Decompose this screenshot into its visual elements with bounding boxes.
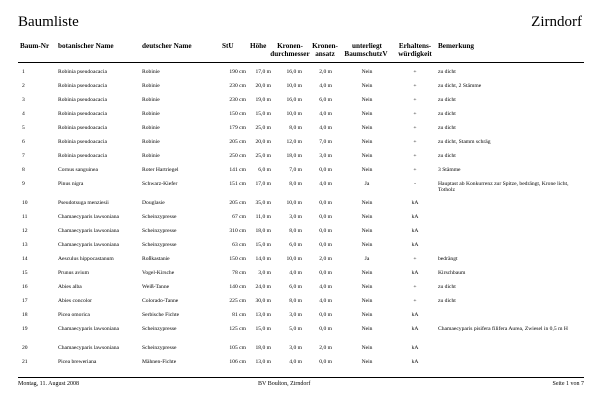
cell-worthiness: kA [411,242,419,248]
cell-nr: 16 [22,284,28,290]
cell-crown-diameter: 16,0 m [286,69,302,75]
cell-nr: 15 [22,270,28,276]
cell-protected: Nein [361,345,373,351]
cell-nr: 10 [22,200,28,206]
table-row [0,66,600,80]
cell-crown-diameter: 18,0 m [286,153,302,159]
cell-stu: 125 cm [229,326,246,332]
table-row [0,80,600,94]
col-header-crown-diameter-1: Kronen- [277,42,303,50]
cell-stu: 225 cm [229,298,246,304]
col-header-nr: Baum-Nr [20,42,50,50]
cell-remark: zu dicht [438,298,456,304]
cell-botanical-name: Pseudotsuga menziesii [58,200,109,206]
cell-worthiness: kA [411,270,419,276]
cell-german-name: Robinie [142,153,160,159]
cell-crown-diameter: 10,0 m [286,200,302,206]
cell-remark: bedrängt [438,256,458,262]
col-header-worth-1: Erhaltens- [398,42,432,50]
cell-worthiness: kA [411,359,419,365]
cell-stu: 63 cm [232,242,246,248]
cell-worthiness: + [413,167,417,173]
cell-botanical-name: Robinia pseudoacacia [58,139,107,145]
cell-remark: Kirschbaum [438,270,466,276]
col-header-crown-base-1: Kronen- [312,42,338,50]
cell-remark: Chamaecyparis pisifera filifera Aurea, Zwiesel in 0,5 m H [438,326,568,332]
cell-botanical-name: Aesculus hippocastanum [58,256,114,262]
cell-crown-diameter: 5,0 m [289,326,302,332]
cell-remark: 3 Stämme [438,167,461,173]
cell-crown-diameter: 8,0 m [289,125,302,131]
cell-worthiness: - [414,181,416,187]
cell-worthiness: kA [411,312,419,318]
cell-crown-diameter: 4,0 m [289,270,302,276]
cell-german-name: Vogel-Kirsche [142,270,175,276]
cell-botanical-name: Abies concolor [58,298,93,304]
cell-german-name: Scheinzypresse [142,326,177,332]
table-row [0,164,600,178]
cell-height: 14,0 m [255,256,271,262]
cell-botanical-name: Chamaecyparis lawsoniana [58,214,120,220]
cell-crown-diameter: 10,0 m [286,256,302,262]
cell-worthiness: + [413,284,417,290]
cell-height: 11,0 m [255,214,271,220]
footer-page: Seite 1 von 7 [552,381,584,387]
cell-nr: 18 [22,312,28,318]
table-row [0,267,600,281]
cell-remark: zu dicht, Stamm schräg [438,139,491,145]
cell-protected: Nein [361,167,373,173]
cell-worthiness: + [413,69,417,75]
table-row [0,178,600,192]
cell-remark: zu dicht [438,125,456,131]
table-row [0,356,600,370]
cell-protected: Nein [361,242,373,248]
cell-crown-base: 7,0 m [319,139,332,145]
cell-german-name: Weiß-Tanne [142,284,170,290]
document-title: Baumliste [18,14,79,30]
cell-nr: 19 [22,326,28,332]
cell-nr: 17 [22,298,28,304]
cell-crown-diameter: 10,0 m [286,111,302,117]
cell-botanical-name: Robinia pseudoacacia [58,97,107,103]
cell-height: 15,0 m [255,242,271,248]
table-row [0,225,600,239]
cell-german-name: Scheinzypresse [142,228,177,234]
cell-worthiness: + [413,139,417,145]
cell-botanical-name: Chamaecyparis lawsoniana [58,345,120,351]
cell-crown-base: 3,0 m [319,153,332,159]
cell-nr: 7 [22,153,25,159]
cell-protected: Nein [361,139,373,145]
cell-crown-diameter: 10,0 m [286,83,302,89]
cell-height: 17,0 m [255,69,271,75]
table-row [0,309,600,323]
cell-german-name: Schwarz-Kiefer [142,181,178,187]
cell-stu: 230 cm [229,83,246,89]
cell-german-name: Scheinzypresse [142,242,177,248]
cell-crown-base: 4,0 m [319,83,332,89]
table-row [0,323,600,337]
cell-worthiness: + [413,97,417,103]
cell-worthiness: kA [411,200,419,206]
cell-worthiness: + [413,256,417,262]
cell-height: 20,0 m [255,83,271,89]
cell-crown-diameter: 8,0 m [289,298,302,304]
cell-crown-base: 0,0 m [319,200,332,206]
cell-stu: 78 cm [232,270,246,276]
cell-crown-base: 0,0 m [319,167,332,173]
table-row [0,211,600,225]
cell-protected: Nein [361,270,373,276]
cell-worthiness: kA [411,228,419,234]
cell-remark: zu dicht [438,69,456,75]
table-row [0,94,600,108]
cell-nr: 9 [22,181,25,187]
cell-remark: zu dicht [438,97,456,103]
cell-worthiness: + [413,111,417,117]
cell-nr: 20 [22,345,28,351]
cell-stu: 150 cm [229,111,246,117]
cell-crown-base: 6,0 m [319,97,332,103]
cell-remark: Hauptast ab Konkurrenz zur Spitze, bedrängt, Krone licht, Totholz [438,181,569,194]
cell-nr: 12 [22,228,28,234]
cell-nr: 5 [22,125,25,131]
cell-protected: Nein [361,69,373,75]
cell-crown-base: 2,0 m [319,345,332,351]
cell-stu: 205 cm [229,139,246,145]
cell-crown-diameter: 3,0 m [289,312,302,318]
cell-crown-base: 4,0 m [319,125,332,131]
cell-height: 19,0 m [255,97,271,103]
cell-height: 6,0 m [258,167,271,173]
cell-stu: 140 cm [229,284,246,290]
cell-protected: Nein [361,153,373,159]
cell-height: 18,0 m [255,345,271,351]
cell-crown-diameter: 16,0 m [286,97,302,103]
col-header-crown-diameter-2: durchmesser [270,50,310,58]
cell-crown-diameter: 8,0 m [289,228,302,234]
cell-german-name: Scheinzypresse [142,345,177,351]
cell-height: 25,0 m [255,125,271,131]
cell-botanical-name: Picea omorica [58,312,90,318]
cell-german-name: Roter Hartriegel [142,167,179,173]
cell-crown-diameter: 6,0 m [289,242,302,248]
cell-german-name: Douglasie [142,200,165,206]
cell-height: 24,0 m [255,284,271,290]
cell-worthiness: + [413,125,417,131]
cell-stu: 190 cm [229,69,246,75]
cell-crown-diameter: 6,0 m [289,284,302,290]
cell-height: 13,0 m [255,312,271,318]
cell-stu: 250 cm [229,153,246,159]
table-row [0,136,600,150]
cell-protected: Nein [361,284,373,290]
cell-crown-diameter: 12,0 m [286,139,302,145]
cell-protected: Nein [361,200,373,206]
cell-crown-base: 0,0 m [319,242,332,248]
cell-german-name: Robinie [142,69,160,75]
cell-crown-base: 4,0 m [319,284,332,290]
cell-protected: Nein [361,298,373,304]
cell-botanical-name: Prunus avium [58,270,89,276]
cell-height: 3,0 m [258,270,271,276]
table-row [0,239,600,253]
col-header-protected-2: BaumschutzV [344,50,388,58]
table-row [0,281,600,295]
col-header-crown-base-2: ansatz [315,50,335,58]
cell-botanical-name: Robinia pseudoacacia [58,125,107,131]
cell-protected: Nein [361,83,373,89]
cell-german-name: Mähnen-Fichte [142,359,177,365]
cell-crown-base: 0,0 m [319,214,332,220]
cell-german-name: Robinie [142,83,160,89]
cell-german-name: Roßkastanie [142,256,170,262]
cell-nr: 1 [22,69,25,75]
cell-crown-base: 2,0 m [319,256,332,262]
cell-nr: 11 [22,214,28,220]
cell-nr: 6 [22,139,25,145]
footer-center: BV Boulton, Zirndorf [258,381,311,387]
col-header-protected-1: unterliegt [352,42,382,50]
cell-worthiness: + [413,298,417,304]
cell-remark: zu dicht [438,111,456,117]
cell-protected: Nein [361,312,373,318]
cell-german-name: Serbische Fichte [142,312,180,318]
cell-worthiness: kA [411,214,419,220]
col-header-height: Höhe [250,42,267,50]
cell-worthiness: kA [411,326,419,332]
cell-worthiness: kA [411,345,419,351]
cell-height: 13,0 m [255,359,271,365]
cell-height: 18,0 m [255,228,271,234]
cell-crown-diameter: 7,0 m [289,167,302,173]
cell-protected: Nein [361,125,373,131]
col-header-botanical: botanischer Name [58,42,114,50]
cell-stu: 310 cm [229,228,246,234]
table-row [0,342,600,356]
cell-protected: Nein [361,214,373,220]
cell-botanical-name: Cornus sanguinea [58,167,98,173]
cell-height: 25,0 m [255,153,271,159]
cell-nr: 13 [22,242,28,248]
cell-height: 15,0 m [255,111,271,117]
cell-protected: Nein [361,359,373,365]
cell-worthiness: + [413,83,417,89]
cell-crown-base: 0,0 m [319,326,332,332]
table-row [0,197,600,211]
table-row [0,108,600,122]
cell-crown-diameter: 4,0 m [289,359,302,365]
cell-botanical-name: Pinus nigra [58,181,84,187]
cell-german-name: Robinie [142,111,160,117]
cell-crown-base: 0,0 m [319,228,332,234]
table-row [0,122,600,136]
cell-crown-base: 0,0 m [319,359,332,365]
cell-worthiness: + [413,153,417,159]
cell-height: 15,0 m [255,326,271,332]
cell-german-name: Robinie [142,125,160,131]
cell-stu: 205 cm [229,200,246,206]
cell-nr: 8 [22,167,25,173]
cell-stu: 151 cm [229,181,246,187]
cell-botanical-name: Robinia pseudoacacia [58,69,107,75]
footer-rule [18,377,584,378]
table-row [0,150,600,164]
cell-crown-base: 0,0 m [319,270,332,276]
cell-protected: Ja [364,181,370,187]
cell-remark: zu dicht [438,153,456,159]
cell-botanical-name: Robinia pseudoacacia [58,83,107,89]
cell-botanical-name: Chamaecyparis lawsoniana [58,242,120,248]
cell-height: 20,0 m [255,139,271,145]
cell-german-name: Robinie [142,97,160,103]
cell-botanical-name: Chamaecyparis lawsoniana [58,326,120,332]
cell-nr: 14 [22,256,28,262]
col-header-remark: Bemerkung [438,42,474,50]
cell-nr: 4 [22,111,25,117]
cell-stu: 179 cm [229,125,246,131]
cell-height: 17,0 m [255,181,271,187]
col-header-stu: StU [222,42,234,50]
cell-protected: Nein [361,228,373,234]
header-rule [18,62,584,63]
cell-stu: 230 cm [229,97,246,103]
cell-stu: 106 cm [229,359,246,365]
cell-botanical-name: Robinia pseudoacacia [58,111,107,117]
cell-stu: 105 cm [229,345,246,351]
cell-height: 35,0 m [255,200,271,206]
cell-botanical-name: Robinia pseudoacacia [58,153,107,159]
cell-nr: 3 [22,97,25,103]
cell-botanical-name: Abies alba [58,284,82,290]
cell-nr: 2 [22,83,25,89]
cell-crown-base: 4,0 m [319,111,332,117]
cell-height: 30,0 m [255,298,271,304]
cell-crown-base: 4,0 m [319,298,332,304]
cell-stu: 141 cm [229,167,246,173]
footer-date: Montag, 11. August 2008 [18,381,79,387]
col-header-german: deutscher Name [142,42,192,50]
cell-crown-diameter: 8,0 m [289,181,302,187]
cell-remark: zu dicht [438,284,456,290]
cell-protected: Ja [364,256,370,262]
cell-protected: Nein [361,111,373,117]
cell-nr: 21 [22,359,28,365]
cell-crown-diameter: 3,0 m [289,345,302,351]
cell-german-name: Robinie [142,139,160,145]
table-row [0,295,600,309]
cell-remark: zu dicht, 2 Stämme [438,83,482,89]
cell-botanical-name: Chamaecyparis lawsoniana [58,228,120,234]
col-header-worth-2: würdigkeit [398,50,432,58]
cell-protected: Nein [361,326,373,332]
cell-german-name: Colorado-Tanne [142,298,179,304]
cell-crown-base: 2,0 m [319,69,332,75]
cell-german-name: Scheinzypresse [142,214,177,220]
document-place: Zirndorf [531,14,582,30]
cell-stu: 150 cm [229,256,246,262]
table-header [0,40,600,64]
cell-stu: 81 cm [232,312,246,318]
cell-protected: Nein [361,97,373,103]
cell-stu: 67 cm [232,214,246,220]
cell-crown-diameter: 3,0 m [289,214,302,220]
cell-crown-base: 0,0 m [319,312,332,318]
cell-botanical-name: Picea breweriana [58,359,97,365]
cell-crown-base: 4,0 m [319,181,332,187]
table-row [0,253,600,267]
